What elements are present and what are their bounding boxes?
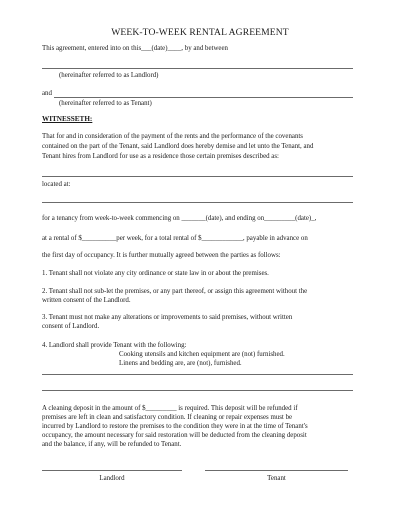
landlord-name-line[interactable] <box>42 68 353 69</box>
landlord-signature-line[interactable] <box>42 470 182 471</box>
clause-2-line-1: 2. Tenant shall not sub-let the premises, or any part thereof, or assign this agreement without the <box>42 288 308 295</box>
clause-3-line-2: consent of Landlord. <box>42 323 100 330</box>
premises-description-line[interactable] <box>42 176 353 177</box>
consideration-line-3: Tenant hires from Landlord for use as a residence those certain premises described as: <box>42 153 279 160</box>
witnesseth-heading: WITNESSETH: <box>42 115 93 123</box>
deposit-line-1: A cleaning deposit in the amount of $_________ is required. This deposit will be refunded if <box>42 405 298 412</box>
deposit-line-4: occupancy, the amount necessary for said restoration will be deducted from the cleaning deposit <box>42 432 307 439</box>
provisions-line-2[interactable] <box>42 390 353 391</box>
clause-3-line-1: 3. Tenant must not make any alterations or improvements to said premises, without written <box>42 314 293 321</box>
tenant-reference: (hereinafter referred to as Tenant) <box>59 100 152 107</box>
and-word: and <box>42 90 52 97</box>
clause-2-line-2: written consent of the Landlord. <box>42 297 131 304</box>
landlord-signature-label: Landlord <box>99 475 125 482</box>
consideration-line-1: That for and in consideration of the payment of the rents and the performance of the covenants <box>42 133 303 140</box>
occupancy-line: the first day of occupancy. It is further mutually agreed between the parties as follows: <box>42 252 281 259</box>
consideration-line-2: contained on the part of the Tenant, said Landlord does hereby demise and let unto the Tenant, and <box>42 143 314 150</box>
landlord-reference: (hereinafter referred to as Landlord) <box>59 72 159 79</box>
rental-amount-line: at a rental of $__________per week, for a total rental of $____________, payable in advance on <box>42 235 308 242</box>
tenancy-term-line: for a tenancy from week-to-week commencing on _______(date), and ending on_________(date)_, <box>42 215 317 222</box>
deposit-line-5: and the balance, if any, will be refunded to Tenant. <box>42 441 182 448</box>
provisions-line-1[interactable] <box>42 374 353 375</box>
intro-line: This agreement, entered into on this___(date)____, by and between <box>42 45 228 52</box>
deposit-line-2: premises are left in clean and satisfactory condition. If cleaning or repair expenses must be <box>42 414 293 421</box>
provision-linens: Linens and bedding are, are (not), furnished. <box>119 360 242 367</box>
tenant-signature-line[interactable] <box>205 470 348 471</box>
location-line[interactable] <box>42 202 353 203</box>
tenant-signature-label: Tenant <box>267 475 286 482</box>
deposit-line-3: incurred by Landlord to restore the premises to the condition they were in at the time of Tenant's <box>42 423 308 430</box>
document-title: WEEK-TO-WEEK RENTAL AGREEMENT <box>111 27 289 38</box>
located-at-label: located at: <box>42 181 71 188</box>
clause-1: 1. Tenant shall not violate any city ordinance or state law in or about the premises. <box>42 270 269 277</box>
clause-4: 4. Landlord shall provide Tenant with the following: <box>42 342 187 349</box>
tenant-name-line[interactable] <box>54 97 353 98</box>
provision-cooking: Cooking utensils and kitchen equipment are (not) furnished. <box>119 351 285 358</box>
